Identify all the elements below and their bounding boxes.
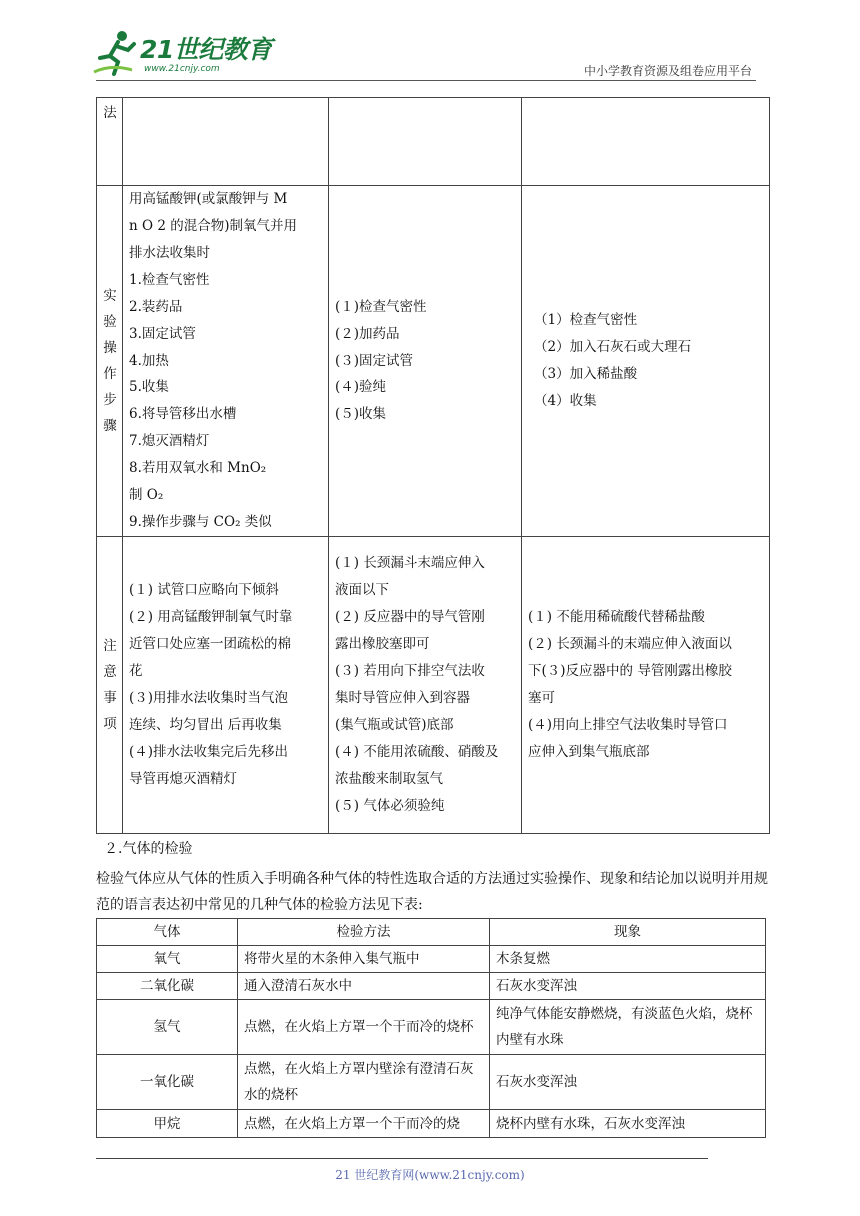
steps-co2-cell: （1）检查气密性 （2）加入石灰石或大理石 （3）加入稀盐酸 （4）收集: [522, 186, 770, 537]
test-phenomenon: 石灰水变浑浊: [490, 1055, 766, 1110]
table-row: [97, 973, 766, 1000]
test-phenomenon: 烧杯内壁有水珠，石灰水变浑浊: [490, 1110, 766, 1138]
header-divider: [96, 80, 756, 81]
table-row: [97, 537, 770, 834]
footer-divider: [96, 1158, 708, 1159]
column-header-gas: 气体: [97, 919, 238, 946]
page-header: [0, 0, 860, 90]
row-label-notes: 注 意 事 项: [97, 537, 123, 834]
running-man-icon: [92, 28, 140, 78]
section-title: ２.气体的检验: [104, 841, 193, 857]
logo-url: www.21cnjy.com: [144, 64, 220, 74]
table-row: [97, 98, 770, 186]
site-logo[interactable]: [92, 28, 282, 80]
gas-name: 甲烷: [97, 1110, 238, 1138]
table-cell: [522, 98, 770, 186]
notes-co2-cell: (１) 不能用稀硫酸代替稀盐酸 (２) 长颈漏斗的末端应伸入液面以 下(３)反应器中的 导管刚露出橡胶 塞可 (４)用向上排空气法收集时导管口 应伸入到集气瓶底部: [522, 537, 770, 834]
footer-text[interactable]: 21 世纪教育网(www.21cnjy.com): [335, 1168, 525, 1182]
table-cell: [123, 98, 329, 186]
table-row: [97, 946, 766, 973]
experiment-table: [96, 97, 770, 834]
test-method: 将带火星的木条伸入集气瓶中: [238, 946, 490, 973]
steps-oxygen-cell: 用高锰酸钾(或氯酸钾与 M n O 2 的混合物)制氧气并用 排水法收集时 1.检查气密性 2.装药品 3.固定试管 4.加热 5.收集 6.将导管移出水槽 7.熄灭酒精灯 8.若用双氧水和 MnO₂ 制 O₂ 9.操作步骤与 CO₂ 类似: [123, 186, 329, 537]
platform-name: 中小学教育资源及组卷应用平台: [583, 64, 752, 78]
column-header-method: 检验方法: [238, 919, 490, 946]
table-row: [97, 186, 770, 537]
test-phenomenon: 木条复燃: [490, 946, 766, 973]
steps-hydrogen-cell: (１)检查气密性 (２)加药品 (３)固定试管 (４)验纯 (５)收集: [329, 186, 522, 537]
gas-name: 一氧化碳: [97, 1055, 238, 1110]
notes-hydrogen-cell: (１) 长颈漏斗末端应伸入 液面以下 (２) 反应器中的导气管刚 露出橡胶塞即可 (３) 若用向下排空气法收 集时导管应伸入到容器 (集气瓶或试管)底部 (４) 不能用浓硫酸、硝酸及 浓盐酸来制取氢气 (５) 气体必须验纯: [329, 537, 522, 834]
table-row: [97, 1000, 766, 1055]
section-paragraph: 检验气体应从气体的性质入手明确各种气体的特性选取合适的方法通过实验操作、现象和结论加以说明并用规范的语言表达初中常见的几种气体的检验方法见下表:: [96, 871, 768, 913]
test-method: 通入澄清石灰水中: [238, 973, 490, 1000]
test-phenomenon: 石灰水变浑浊: [490, 973, 766, 1000]
table-row: [97, 1110, 766, 1138]
test-method: 点燃，在火焰上方罩内壁涂有澄清石灰水的烧杯: [238, 1055, 490, 1110]
gas-name: 氧气: [97, 946, 238, 973]
logo-text: 21世纪教育: [140, 35, 272, 64]
table-header-row: [97, 919, 766, 946]
notes-oxygen-cell: (１) 试管口应略向下倾斜 (２) 用高锰酸钾制氧气时靠 近管口处应塞一团疏松的棉 花 (３)用排水法收集时当气泡 连续、均匀冒出 后再收集 (４)排水法收集完后先移出 导管再熄灭酒精灯: [123, 537, 329, 834]
row-label-steps: 实 验 操 作 步 骤: [97, 186, 123, 537]
gas-name: 二氧化碳: [97, 973, 238, 1000]
table-cell: [329, 98, 522, 186]
test-phenomenon: 纯净气体能安静燃烧，有淡蓝色火焰，烧杯内壁有水珠: [490, 1000, 766, 1055]
test-method: 点燃，在火焰上方罩一个干而冷的烧杯: [238, 1000, 490, 1055]
column-header-phenomenon: 现象: [490, 919, 766, 946]
gas-name: 氢气: [97, 1000, 238, 1055]
row-label-method: 法: [97, 98, 123, 186]
table-row: [97, 1055, 766, 1110]
gas-test-table: [96, 918, 766, 1138]
test-method: 点燃，在火焰上方罩一个干而冷的烧: [238, 1110, 490, 1138]
